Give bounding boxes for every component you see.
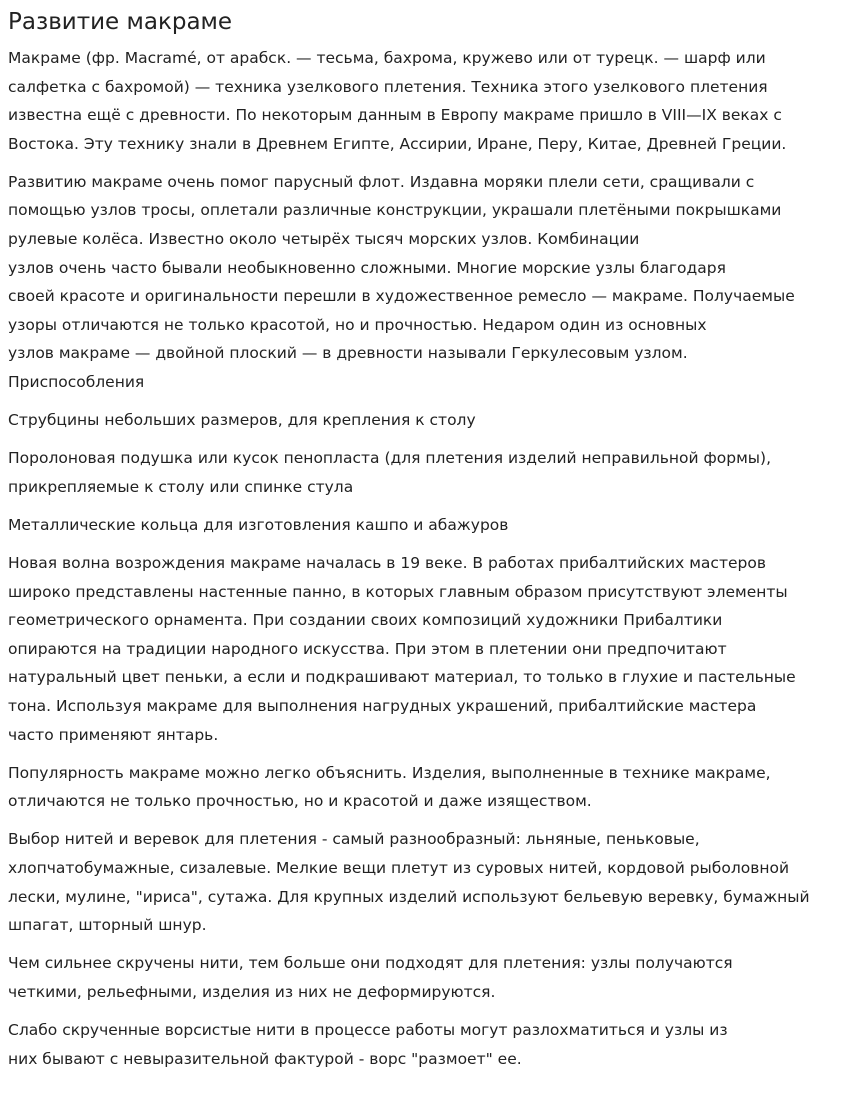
paragraph-line: помощью узлов тросы, оплетали различные конструкции, украшали плетёными покрышками bbox=[8, 201, 782, 220]
paragraph-line: Поролоновая подушка или кусок пенопласта (для плетения изделий неправильной формы), bbox=[8, 449, 772, 468]
paragraph-line: салфетка с бахромой) — техника узелкового плетения. Техника этого узелкового плетения bbox=[8, 77, 768, 96]
paragraph-line: Металлические кольца для изготовления кашпо и абажуров bbox=[8, 515, 509, 534]
paragraph-line: Макраме (фр. Macramé, от арабск. — тесьма, бахрома, кружево или от турецк. — шарф или bbox=[8, 49, 766, 67]
paragraph-line: Приспособления bbox=[8, 373, 145, 392]
paragraph-line: узлов макраме — двойной плоский — в древности называли Геркулесовым узлом. bbox=[8, 344, 688, 363]
paragraph-line: часто применяют янтарь. bbox=[8, 725, 219, 744]
paragraph bbox=[8, 168, 839, 397]
paragraph-line: Слабо скрученные ворсистые нити в процессе работы могут разлохматиться и узлы из bbox=[8, 1020, 728, 1039]
paragraph bbox=[8, 1016, 839, 1073]
paragraph-line: своей красоте и оригинальности перешли в художественное ремесло — макраме. Получаемые bbox=[8, 287, 795, 306]
paragraph-line: прикрепляемые к столу или спинке стула bbox=[8, 477, 354, 496]
paragraph-line: них бывают с невыразительной фактурой - ворс "размоет" ее. bbox=[8, 1049, 522, 1068]
paragraph bbox=[8, 444, 839, 501]
paragraph-line: узлов очень часто бывали необыкновенно сложными. Многие морские узлы благодаря bbox=[8, 258, 726, 277]
paragraph bbox=[8, 406, 839, 435]
paragraph-line: широко представлены настенные панно, в которых главным образом присутствуют элементы bbox=[8, 582, 788, 601]
paragraph-line: натуральный цвет пеньки, а если и подкрашивают материал, то только в глухие и пастельные bbox=[8, 668, 796, 687]
paragraph-line: Новая волна возрождения макраме началась в 19 веке. В работах прибалтийских мастеров bbox=[8, 554, 766, 572]
paragraph bbox=[8, 825, 839, 939]
paragraph-line: лески, мулине, "ириса", сутажа. Для крупных изделий используют бельевую веревку, бумажный bbox=[8, 887, 810, 906]
paragraph-line: Развитию макраме очень помог парусный флот. Издавна моряки плели сети, сращивали с bbox=[8, 172, 755, 191]
page-title: Развитие макраме bbox=[8, 9, 233, 35]
paragraph-line: Чем сильнее скручены нити, тем больше они подходят для плетения: узлы получаются bbox=[8, 954, 733, 973]
paragraph-line: известна ещё с древности. По некоторым данным в Европу макраме пришло в VIII—IX веках с bbox=[8, 106, 782, 125]
paragraph-line: Популярность макраме можно легко объяснить. Изделия, выполненные в технике макраме, bbox=[8, 763, 771, 782]
paragraph-line: тона. Используя макраме для выполнения нагрудных украшений, прибалтийские мастера bbox=[8, 696, 757, 715]
paragraph-line: хлопчатобумажные, сизалевые. Мелкие вещи плетут из суровых нитей, кордовой рыболовной bbox=[8, 858, 790, 877]
paragraph bbox=[8, 549, 839, 749]
paragraph bbox=[8, 949, 839, 1006]
paragraph-line: четкими, рельефными, изделия из них не деформируются. bbox=[8, 982, 496, 1001]
paragraph-line: рулевые колёса. Известно около четырёх тысяч морских узлов. Комбинации bbox=[8, 230, 640, 249]
paragraph bbox=[8, 44, 839, 158]
paragraph-line: Струбцины небольших размеров, для крепления к столу bbox=[8, 411, 476, 430]
paragraph bbox=[8, 511, 839, 540]
paragraph bbox=[8, 759, 839, 816]
paragraph-line: опираются на традиции народного искусства. При этом в плетении они предпочитают bbox=[8, 639, 727, 658]
article-body bbox=[8, 44, 839, 1073]
paragraph-line: узоры отличаются не только красотой, но и прочностью. Недаром один из основных bbox=[8, 315, 707, 334]
paragraph-line: шпагат, шторный шнур. bbox=[8, 916, 207, 935]
paragraph-line: отличаются не только прочностью, но и красотой и даже изяществом. bbox=[8, 792, 592, 811]
paragraph-line: геометрического орнамента. При создании своих композиций художники Прибалтики bbox=[8, 611, 723, 630]
paragraph-line: Востока. Эту технику знали в Древнем Египте, Ассирии, Иране, Перу, Китае, Древней Греции. bbox=[8, 134, 787, 153]
paragraph-line: Выбор нитей и веревок для плетения - самый разнообразный: льняные, пеньковые, bbox=[8, 830, 700, 849]
